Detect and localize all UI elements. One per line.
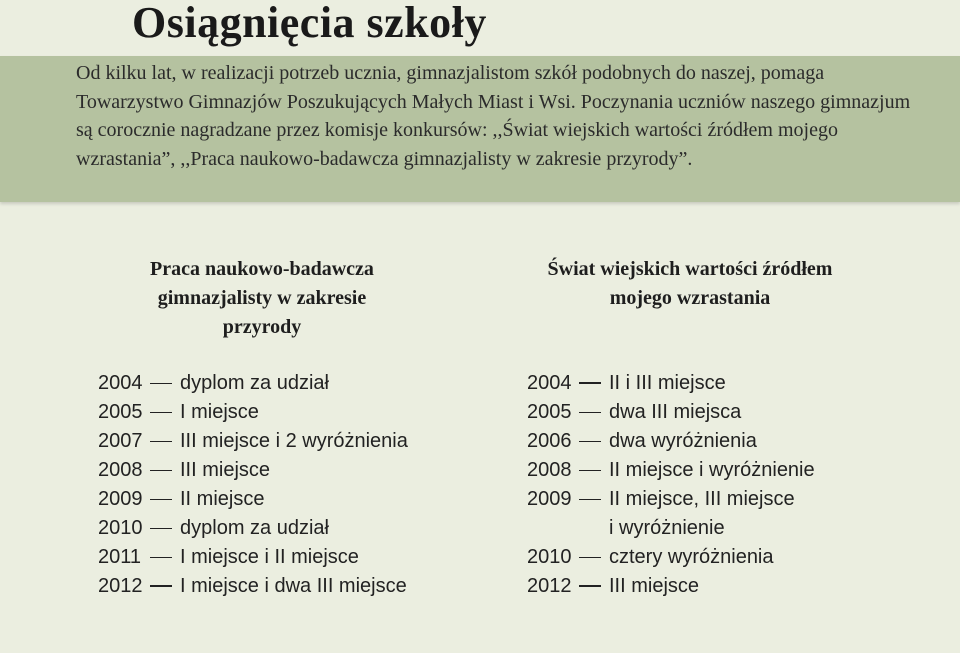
list-item xyxy=(98,514,408,543)
dash xyxy=(148,485,180,514)
achievement: dyplom za udział xyxy=(180,517,329,539)
achievement: III miejsce xyxy=(609,575,700,597)
dash xyxy=(577,543,609,572)
year: 2004 xyxy=(527,372,572,394)
achievement: I miejsce xyxy=(180,401,259,423)
dash xyxy=(148,369,180,398)
list-item xyxy=(527,572,815,601)
page-title: Osiągnięcia szkoły xyxy=(132,0,487,47)
year: 2006 xyxy=(527,430,572,452)
year: 2011 xyxy=(98,546,142,568)
achievement: III miejsce i 2 wyróżnienia xyxy=(180,430,408,452)
right-heading-line: mojego wzrastania xyxy=(609,287,771,309)
list-item xyxy=(98,543,408,572)
list-item xyxy=(527,543,815,572)
achievement: II miejsce i wyróżnienie xyxy=(609,459,815,481)
year: 2008 xyxy=(98,459,143,481)
list-item xyxy=(527,485,815,514)
left-heading-line: gimnazjalisty w zakresie xyxy=(157,287,367,309)
dash xyxy=(577,456,609,485)
achievement: II miejsce xyxy=(180,488,265,510)
list-item xyxy=(98,572,408,601)
list-item xyxy=(98,456,408,485)
dash xyxy=(577,485,609,514)
right-column xyxy=(525,255,875,597)
dash xyxy=(577,427,609,456)
right-column-heading xyxy=(515,255,865,313)
achievement: II miejsce, III miejsce xyxy=(609,488,795,510)
list-item xyxy=(98,398,408,427)
year: 2005 xyxy=(527,401,572,423)
year: 2009 xyxy=(98,488,143,510)
left-achievements-list xyxy=(98,369,408,601)
year: 2010 xyxy=(98,517,143,539)
year: 2005 xyxy=(98,401,143,423)
achievement: i wyróżnienie xyxy=(609,517,725,539)
dash xyxy=(577,369,609,398)
list-item xyxy=(527,398,815,427)
achievement: I miejsce i II miejsce xyxy=(180,546,359,568)
achievement: II i III miejsce xyxy=(609,372,726,394)
right-achievements-list xyxy=(527,369,815,601)
year: 2004 xyxy=(98,372,143,394)
list-item xyxy=(98,485,408,514)
dash xyxy=(148,398,180,427)
achievement: I miejsce i dwa III miejsce xyxy=(180,575,407,597)
dash xyxy=(148,427,180,456)
dash xyxy=(577,398,609,427)
left-column-heading xyxy=(88,255,436,342)
year: 2009 xyxy=(527,488,572,510)
dash xyxy=(148,514,180,543)
year: 2010 xyxy=(527,546,572,568)
list-item xyxy=(527,369,815,398)
dash xyxy=(577,572,609,601)
list-item xyxy=(98,369,408,398)
achievement: III miejsce xyxy=(180,459,271,481)
list-item xyxy=(527,514,815,543)
year: 2008 xyxy=(527,459,572,481)
list-item xyxy=(98,427,408,456)
achievement: dwa III miejsca xyxy=(609,401,742,423)
left-column xyxy=(96,255,444,597)
left-heading-line: przyrody xyxy=(222,316,302,338)
list-item xyxy=(527,456,815,485)
achievement: dyplom za udział xyxy=(180,372,329,394)
dash xyxy=(148,543,180,572)
achievement: cztery wyróżnienia xyxy=(609,546,774,568)
dash xyxy=(148,456,180,485)
dash xyxy=(148,572,180,601)
year: 2012 xyxy=(98,575,143,597)
achievement: dwa wyróżnienia xyxy=(609,430,757,452)
year: 2012 xyxy=(527,575,572,597)
list-item xyxy=(527,427,815,456)
right-heading-line: Świat wiejskich wartości źródłem xyxy=(547,258,833,280)
left-heading-line: Praca naukowo-badawcza xyxy=(150,258,374,280)
intro-paragraph: Od kilku lat, w realizacji potrzeb ucznia, gimnazjalistom szkół podobnych do naszej, pomaga Towarzystwo Gimnazjów Poszukujących Małych Miast i Wsi. Poczynania uczniów naszego gimnazjum są corocznie nagradzane przez komisje konkursów: ,,Świat wiejskich wartości źródłem mojego wzrastania”, ,,Praca naukowo-badawcza gimnazjalisty w zakresie przyrody”. xyxy=(76,62,911,170)
year: 2007 xyxy=(98,430,143,452)
intro-band xyxy=(0,56,960,202)
